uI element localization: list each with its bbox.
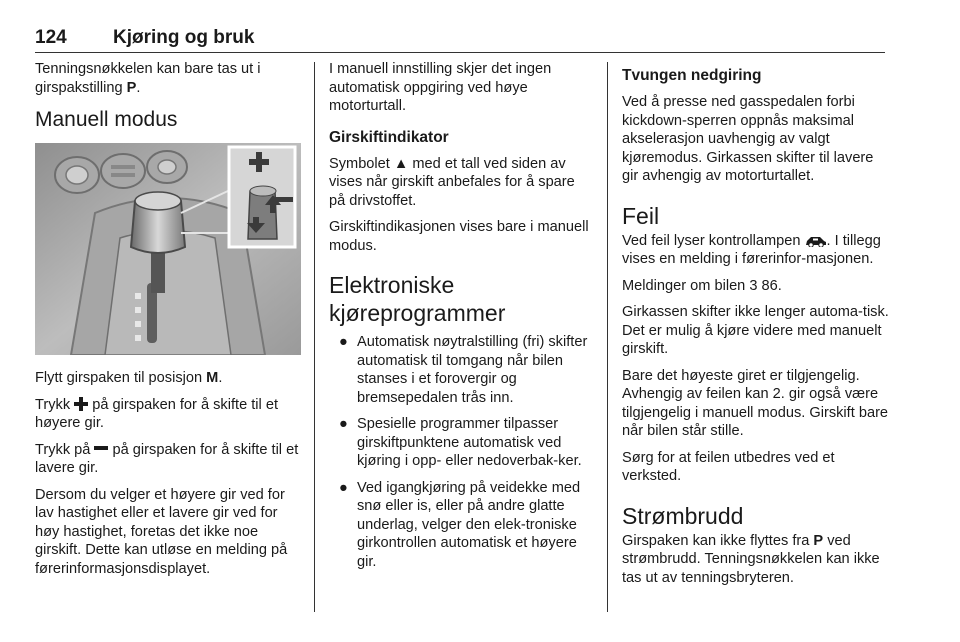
invalid-shift-note: Dersom du velger et høyere gir ved for lav hastighet eller et lavere gir ved for høy hastighet, foretas det ikke noe girskift. Dette kan utløse en melding på førerinformasjonsdisplayet. — [35, 486, 288, 577]
highest-gear-note: Bare det høyeste giret er tilgjengelig. Avhengig av feilen kan 2. gir også være tilgjengelig i manuell modus. Girskift bare når bilen står stille. — [622, 367, 889, 439]
heading-electronic-programs: Elektroniske kjøreprogrammer — [329, 272, 506, 326]
bullet-icon: ● — [339, 334, 348, 350]
lever-detail-inset — [229, 147, 295, 247]
column-divider-1 — [314, 62, 315, 612]
no-auto-shift-note: Girkassen skifter ikke lenger automa-tisk. Det er mulig å kjøre videre med manuelt girskift. — [622, 304, 889, 357]
column-right — [622, 60, 890, 595]
key-removal-note: Tenningsnøkkelen kan bare tas ut i girspakstilling P. — [35, 61, 261, 96]
move-lever-instruction: Flytt girspaken til posisjon M. — [35, 370, 223, 386]
bullet-icon: ● — [339, 416, 348, 432]
repair-note: Sørg for at feilen utbedres ved et verksted. — [622, 449, 835, 484]
upshift-instruction: Trykk på girspaken for å skifte til et høyere gir. — [35, 396, 278, 431]
shift-indicator-manual-only: Girskiftindikasjonen vises bare i manuell modus. — [329, 219, 589, 254]
gear-lever-illustration — [35, 143, 301, 355]
header-rule — [35, 52, 885, 53]
heading-power-failure: Strømbrudd — [622, 502, 744, 529]
page-header — [35, 27, 885, 51]
page-ref-link[interactable]: 86 — [761, 277, 778, 294]
minus-icon — [94, 442, 108, 456]
list-item: ● Spesielle programmer tilpasser girskiftpunktene automatisk ved kjøring i opp- eller nedoverbak-ker. — [339, 416, 582, 469]
manual-no-upshift-note: I manuell innstilling skjer det ingen automatisk oppgiring ved høye motorturtall. — [329, 61, 552, 114]
column-left — [35, 60, 303, 586]
heading-kickdown: Tvungen nedgiring — [622, 67, 762, 84]
bullet-icon: ● — [339, 479, 348, 496]
list-item: ● Automatisk nøytralstilling (fri) skifter automatisk til tomgang når bilen stanses i et forovergir og bremsepedalen trås inn. — [339, 334, 588, 406]
heading-fault: Feil — [622, 202, 660, 229]
fault-text: Ved feil lyser kontrollampen . I tillegg vises en melding i førerinfor-masjonen. — [622, 232, 881, 267]
vehicle-messages-ref: Meldinger om bilen 3 86. — [622, 277, 782, 294]
section-title: Kjøring og bruk — [113, 27, 255, 48]
car-warning-icon — [805, 234, 827, 247]
page-ref-icon: 3 — [749, 277, 758, 294]
program-list — [329, 333, 595, 571]
power-failure-text: Girspaken kan ikke flyttes fra P ved strømbrudd. Tenningsnøkkelen kan ikke tas ut av tenningsbryteren. — [622, 532, 880, 586]
column-middle — [329, 60, 595, 579]
column-divider-2 — [607, 62, 608, 612]
plus-icon — [74, 397, 88, 411]
heading-manual-mode: Manuell modus — [35, 108, 178, 131]
shift-up-triangle-icon: ▲ — [393, 155, 409, 172]
downshift-instruction: Trykk på på girspaken for å skifte til et lavere gir. — [35, 441, 299, 476]
heading-shift-indicator: Girskiftindikator — [329, 128, 449, 146]
kickdown-text: Ved å presse ned gasspedalen forbi kickdown-sperren oppnås maksimal akselerasjon uavhengig av valgt kjøremodus. Girkassen skifter til lavere gir avhengig av motorturtallet. — [622, 94, 874, 184]
list-item: ● Ved igangkjøring på veidekke med snø eller is, eller på andre glatte underlag, velger den elek-troniske girkontrollen automatisk et høyere gir. — [339, 479, 581, 570]
page-number: 124 — [35, 27, 67, 48]
shift-indicator-text: Symbolet ▲ med et tall ved siden av vises når girskift anbefales for å spare på drivstoffet. — [329, 155, 575, 209]
